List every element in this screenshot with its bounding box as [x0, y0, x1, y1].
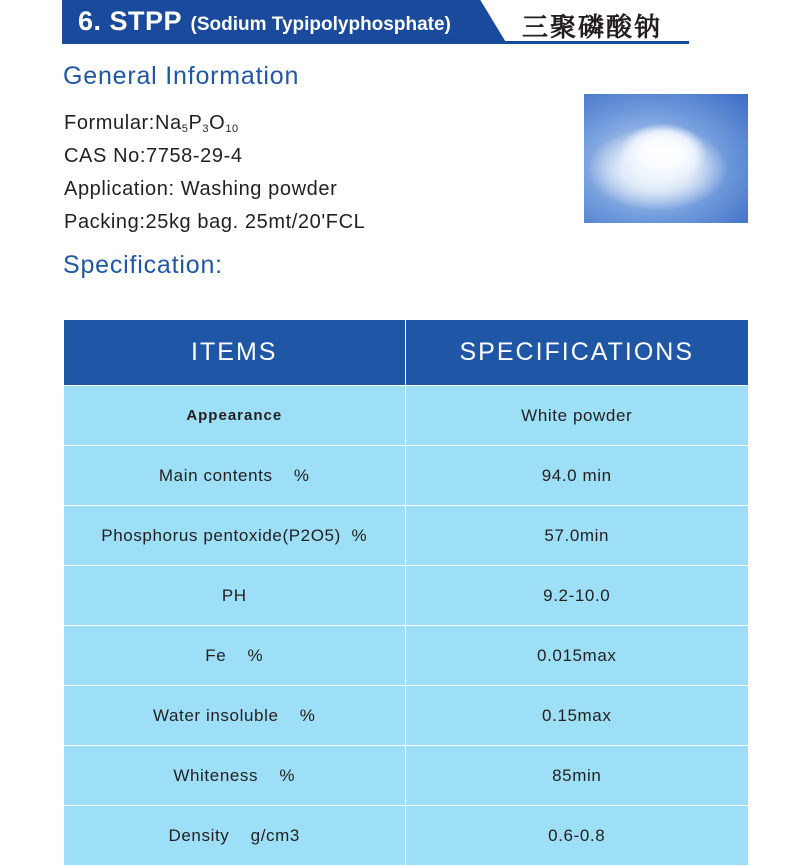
chinese-title: 三聚磷酸钠: [522, 13, 663, 43]
item-cell: Main contents %: [64, 446, 405, 506]
table-row: [64, 386, 748, 446]
spec-cell: 9.2-10.0: [405, 566, 748, 626]
application-line: Application: Washing powder: [64, 178, 338, 200]
formula-o: O: [209, 112, 226, 134]
item-cell: Fe %: [64, 626, 405, 686]
item-cell: PH: [64, 566, 405, 626]
table-row: [64, 806, 748, 866]
item-cell: Whiteness %: [64, 746, 405, 806]
column-header-specifications: SPECIFICATIONS: [405, 320, 748, 386]
spec-cell: 0.15max: [405, 686, 748, 746]
table-header-row: [64, 320, 748, 386]
specification-table: [64, 320, 748, 866]
formula-label: Formular:: [64, 112, 155, 134]
cas-line: CAS No:7758-29-4: [64, 145, 243, 167]
item-cell: Density g/cm3: [64, 806, 405, 866]
spec-cell: 57.0min: [405, 506, 748, 566]
table-row: [64, 746, 748, 806]
column-header-items: ITEMS: [64, 320, 405, 386]
specification-heading: Specification:: [63, 251, 223, 279]
spec-cell: 0.015max: [405, 626, 748, 686]
product-subtitle: (Sodium Typipolyphosphate): [190, 14, 451, 35]
spec-cell: White powder: [405, 386, 748, 446]
general-info-heading: General Information: [63, 62, 300, 90]
item-cell: Phosphorus pentoxide(P2O5) %: [64, 506, 405, 566]
spec-cell: 0.6-0.8: [405, 806, 748, 866]
table-row: [64, 686, 748, 746]
formula-p: P: [188, 112, 203, 134]
item-cell: Water insoluble %: [64, 686, 405, 746]
formula-o-sub: 10: [225, 123, 239, 135]
formula-na: Na: [154, 112, 182, 134]
formula-p-sub: 3: [202, 123, 210, 135]
product-number-title: 6. STPP: [78, 6, 183, 36]
packing-line: Packing:25kg bag. 25mt/20'FCL: [64, 211, 366, 233]
table-row: [64, 566, 748, 626]
table-row: [64, 446, 748, 506]
product-photo: [584, 94, 748, 223]
table-row: [64, 506, 748, 566]
spec-cell: 94.0 min: [405, 446, 748, 506]
spec-cell: 85min: [405, 746, 748, 806]
item-cell: Appearance: [64, 386, 405, 446]
table-row: [64, 626, 748, 686]
product-title: [78, 6, 451, 37]
formula-line: [64, 112, 239, 135]
formula-na-sub: 5: [181, 123, 189, 135]
